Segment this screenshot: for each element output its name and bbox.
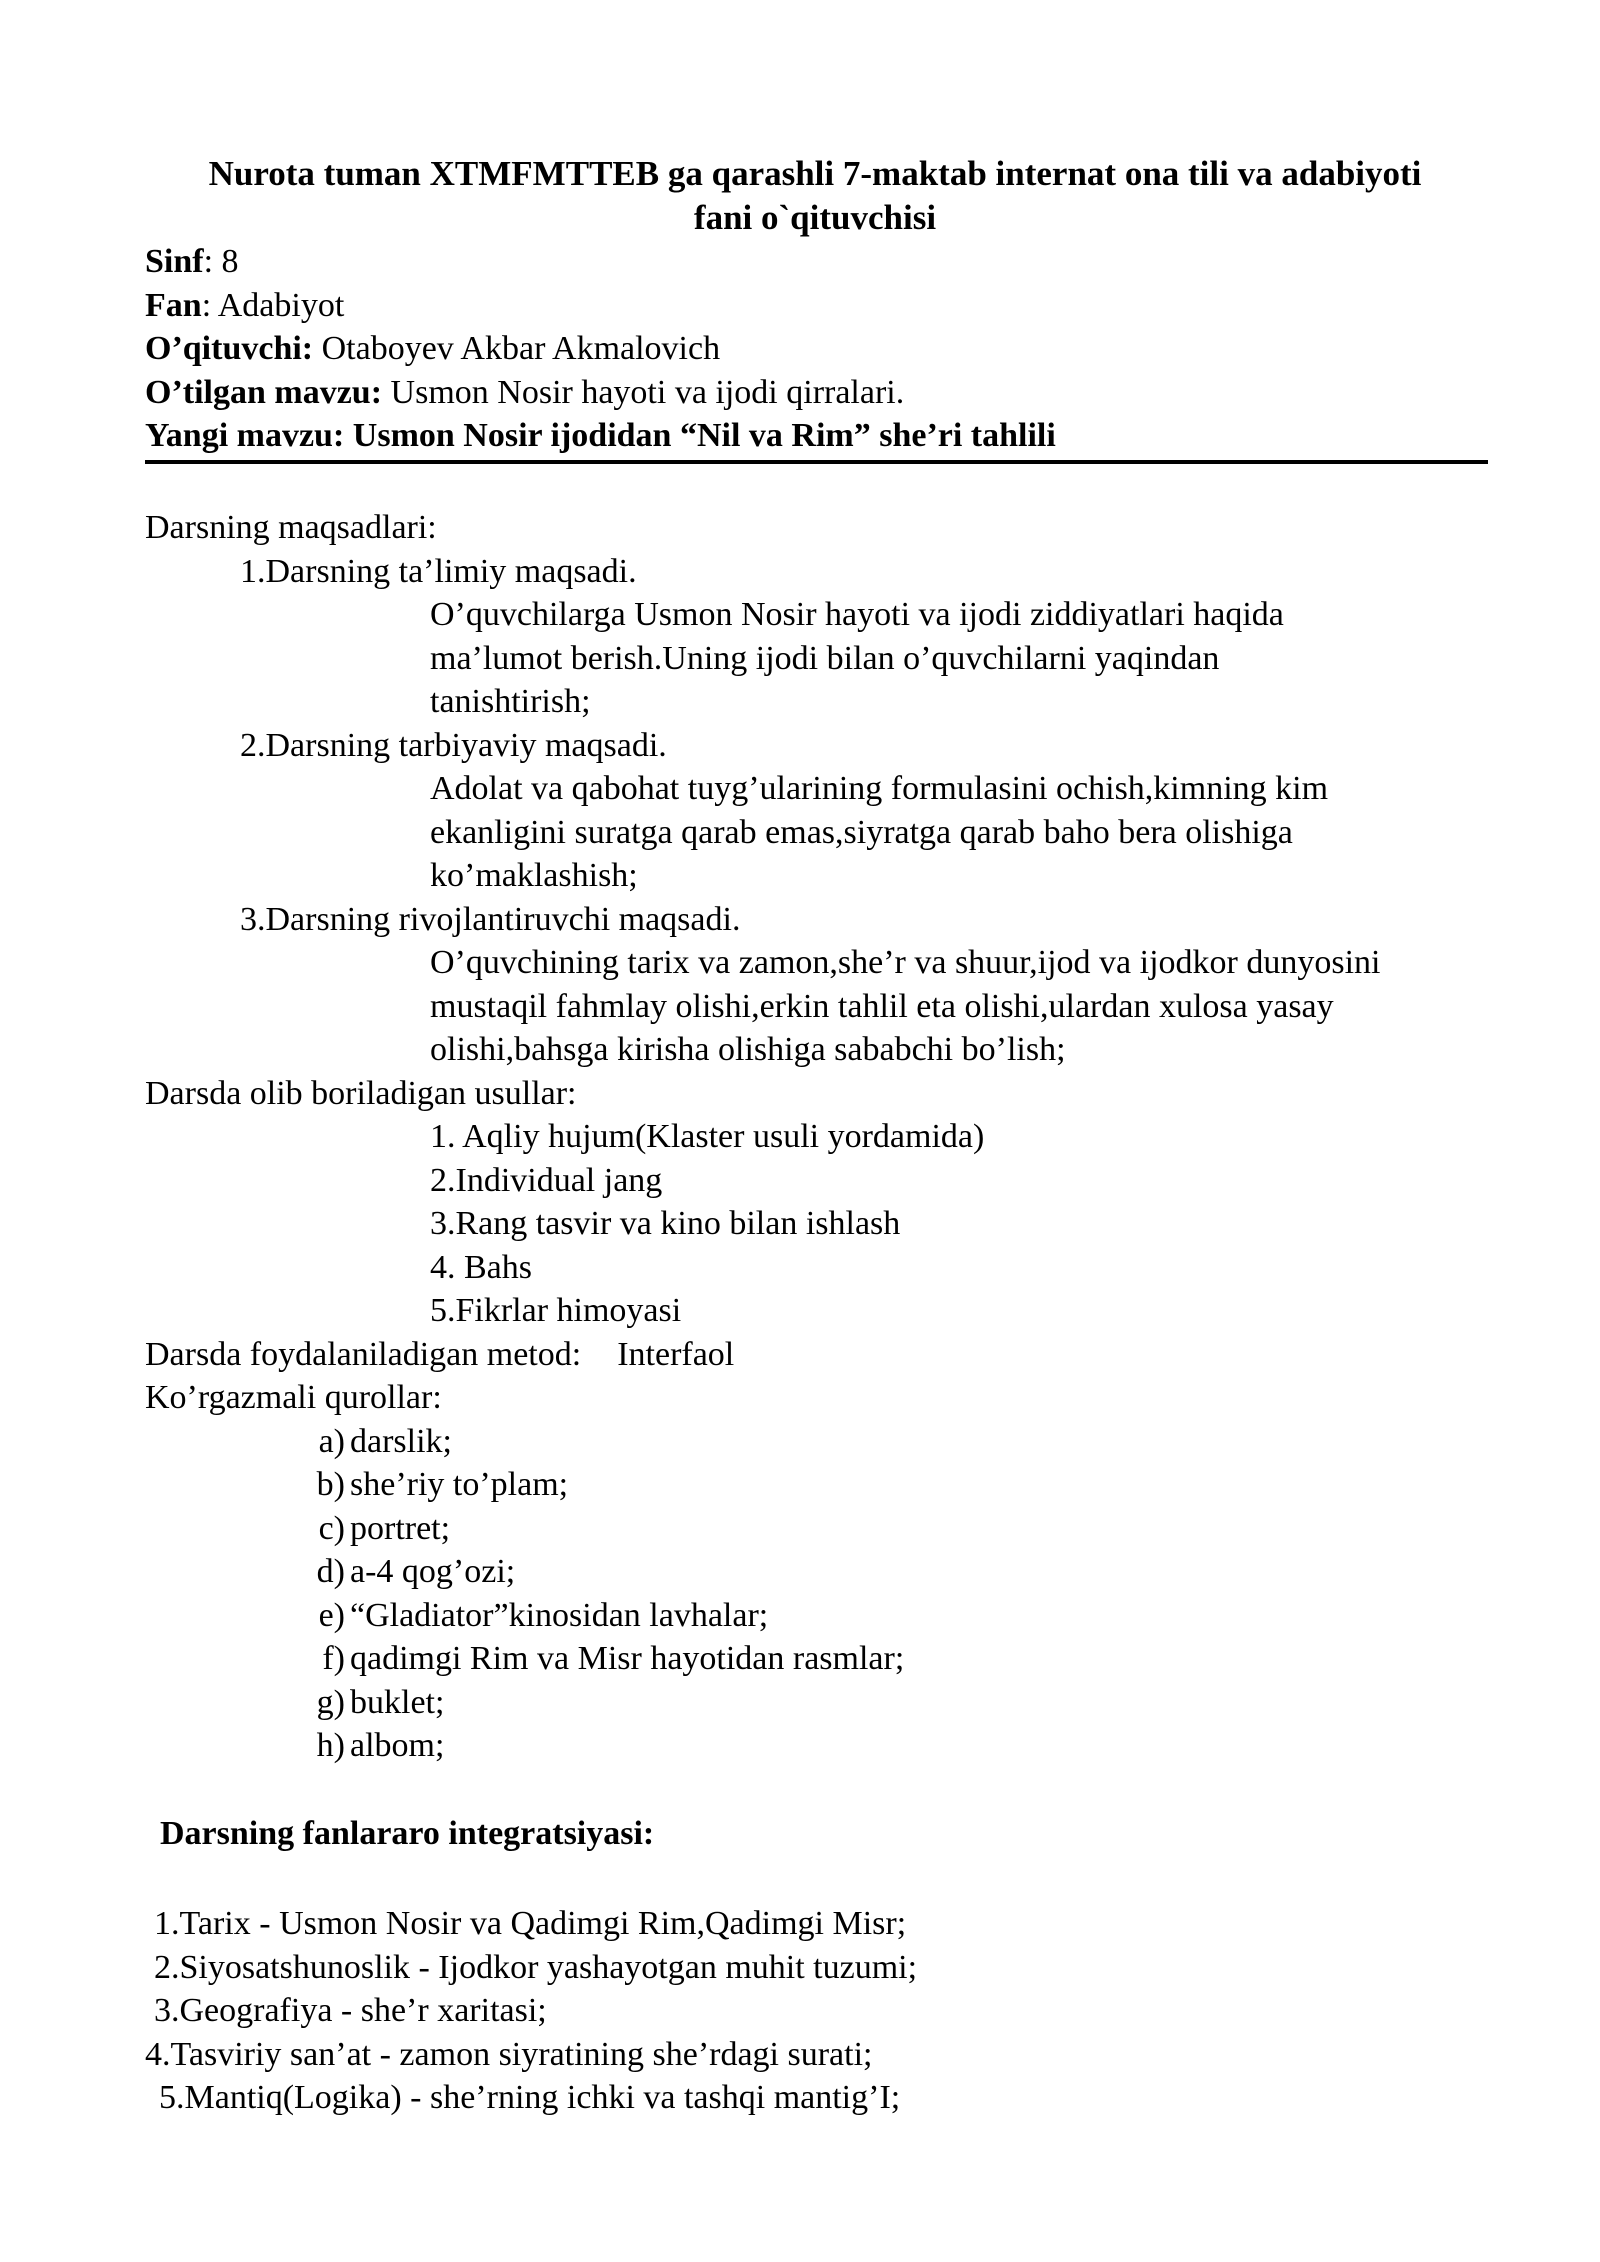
goal-2-line: ekanligini suratga qarab emas,siyratga qarab baho bera olishiga (430, 813, 1293, 851)
method-item: 2.Individual jang (430, 1161, 663, 1199)
integration-heading (160, 1812, 654, 1856)
visual-text: she’riy to’plam; (350, 1466, 569, 1503)
visual-marker: f) (322, 1640, 345, 1677)
teacher-line (145, 327, 1056, 371)
prev-topic-line (145, 371, 1056, 415)
title-line-2: fani o`qituvchisi (693, 198, 937, 237)
visual-item (145, 1681, 1380, 1725)
fan-value: : Adabiyot (201, 286, 345, 324)
new-topic-line: Yangi mavzu: Usmon Nosir ijodidan “Nil va Rim” she’ri tahlili (145, 417, 1056, 454)
fan-label: Fan (145, 286, 202, 324)
header-divider (145, 460, 1488, 464)
goals-section (145, 506, 1380, 1768)
visual-item (145, 1507, 1380, 1551)
visual-text: a-4 qog’ozi; (350, 1553, 516, 1590)
title-line-1: Nurota tuman XTMFMTTEB ga qarashli 7-maktab internat ona tili va adabiyoti (208, 154, 1422, 193)
method-item: 1. Aqliy hujum(Klaster usuli yordamida) (430, 1118, 985, 1155)
goal-2-title: 2.Darsning tarbiyaviy maqsadi. (240, 726, 667, 764)
visual-text: albom; (350, 1727, 445, 1764)
teacher-label: O’qituvchi: (145, 330, 314, 367)
method-item: 5.Fikrlar himoyasi (430, 1292, 682, 1329)
methods-heading: Darsda olib boriladigan usullar: (145, 1074, 577, 1112)
visual-marker: b) (316, 1466, 345, 1503)
teacher-value: Otaboyev Akbar Akmalovich (313, 330, 721, 367)
visual-item (145, 1637, 1380, 1681)
lesson-info (145, 240, 1056, 458)
integration-item: 2.Siyosatshunoslik - Ijodkor yashayotgan muhit tuzumi; (154, 1948, 918, 1986)
goals-heading: Darsning maqsadlari: (145, 509, 437, 546)
visual-item (145, 1550, 1380, 1594)
integration-item: 5.Mantiq(Logika) - she’rning ichki va tashqi mantig’I; (159, 2079, 901, 2116)
visual-text: portret; (350, 1509, 451, 1547)
method-line (145, 1333, 1380, 1377)
prev-topic-label: O’tilgan mavzu: (145, 373, 383, 411)
method-item: 4. Bahs (430, 1248, 532, 1286)
integration-item: 1.Tarix - Usmon Nosir va Qadimgi Rim,Qadimgi Misr; (154, 1905, 907, 1942)
visual-item (145, 1594, 1380, 1638)
prev-topic-value: Usmon Nosir hayoti va ijodi qirralari. (382, 373, 905, 411)
visual-marker: d) (316, 1553, 345, 1590)
visual-text: buklet; (350, 1683, 445, 1721)
visual-marker: h) (316, 1727, 345, 1764)
sinf-label: Sinf (145, 243, 204, 280)
goal-3-line: O’quvchining tarix va zamon,she’r va shuur,ijod va ijodkor dunyosini (430, 944, 1381, 981)
goal-3-line: mustaqil fahmlay olishi,erkin tahlil eta olishi,ulardan xulosa yasay (430, 987, 1334, 1025)
visual-marker: e) (318, 1596, 345, 1634)
visual-text: qadimgi Rim va Misr hayotidan rasmlar; (350, 1640, 905, 1677)
method-value: Interfaol (617, 1335, 735, 1373)
visual-text: “Gladiator”kinosidan lavhalar; (350, 1596, 769, 1634)
goal-3-title: 3.Darsning rivojlantiruvchi maqsadi. (240, 900, 741, 938)
visuals-heading: Ko’rgazmali qurollar: (145, 1379, 442, 1416)
visual-item (145, 1463, 1380, 1507)
goal-2-line: Adolat va qabohat tuyg’ularining formulasini ochish,kimning kim (430, 770, 1329, 807)
integration-item: 3.Geografiya - she’r xaritasi; (154, 1992, 547, 2029)
fan-line (145, 284, 1056, 328)
method-item: 3.Rang tasvir va kino bilan ishlash (430, 1205, 901, 1242)
visual-item (145, 1724, 1380, 1768)
integration-list (145, 1902, 917, 2120)
visual-text: darslik; (350, 1422, 452, 1460)
goal-2-line: ko’maklashish; (430, 857, 638, 894)
visual-marker: c) (318, 1509, 345, 1547)
integration-item: 4.Tasviriy san’at - zamon siyratining she’rdagi surati; (145, 2035, 873, 2073)
visual-item (145, 1420, 1380, 1464)
goal-1-line: tanishtirish; (430, 683, 591, 720)
goal-3-line: olishi,bahsga kirisha olishiga sababchi bo’lish; (430, 1031, 1066, 1068)
goal-1-line: ma’lumot berish.Uning ijodi bilan o’quvchilarni yaqindan (430, 639, 1220, 677)
visuals-list (145, 1420, 1380, 1768)
integration-heading-text: Darsning fanlararo integratsiyasi: (160, 1815, 655, 1852)
visual-marker: g) (316, 1683, 345, 1721)
method-label: Darsda foydalaniladigan metod: (145, 1335, 582, 1373)
sinf-value: : 8 (203, 243, 239, 280)
goal-1-title: 1.Darsning ta’limiy maqsadi. (240, 552, 637, 590)
visual-marker: a) (318, 1422, 345, 1460)
goal-1-line: O’quvchilarga Usmon Nosir hayoti va ijodi ziddiyatlari haqida (430, 596, 1284, 633)
document-title (145, 152, 1485, 240)
sinf-line (145, 240, 1056, 284)
